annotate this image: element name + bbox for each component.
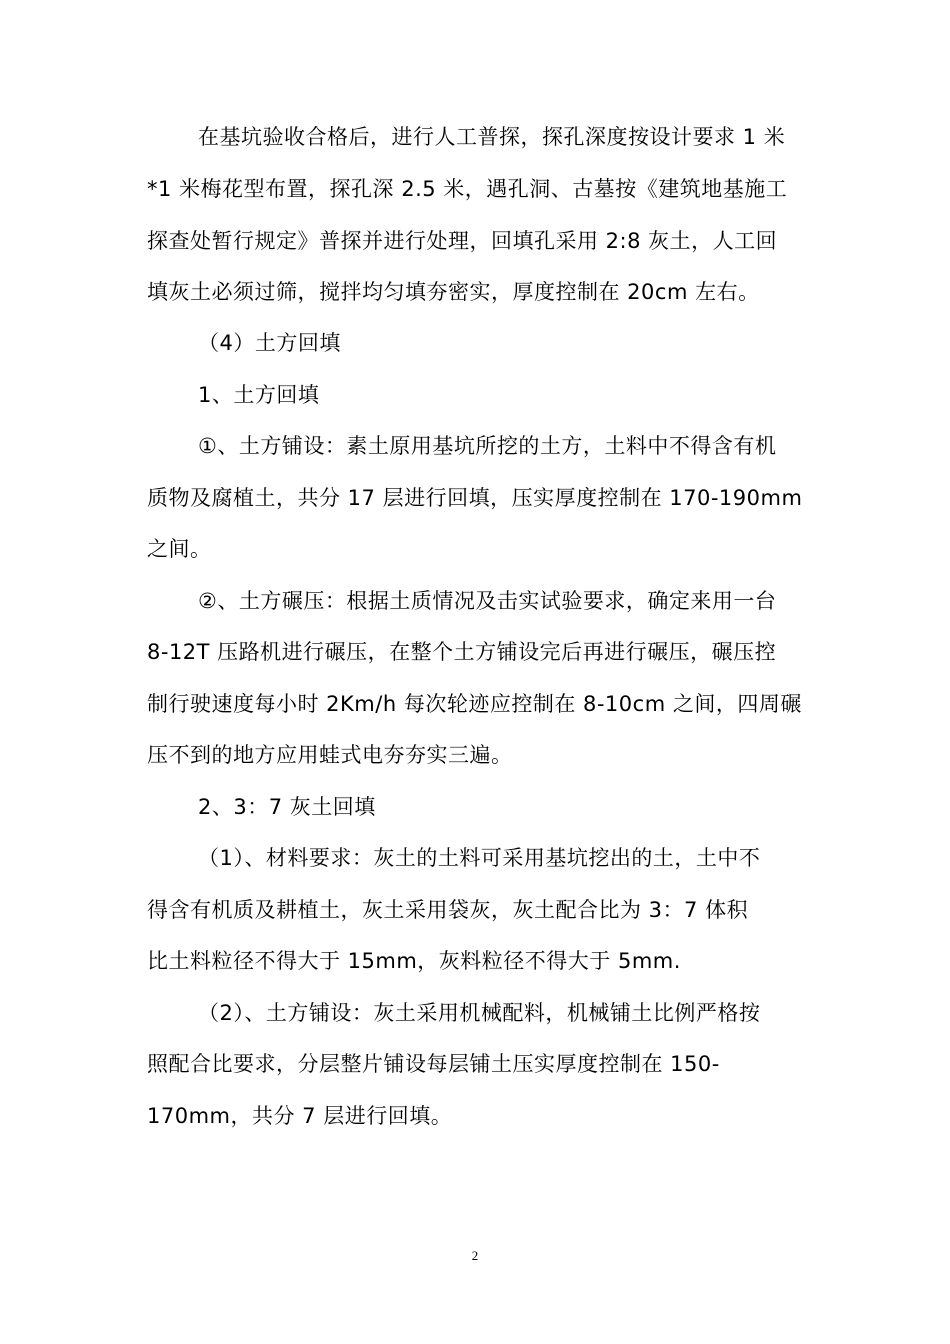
text-line: 探查处暂行规定》普探并进行处理，回填孔采用 2:8 灰土，人工回 xyxy=(147,229,778,253)
text-line: ②、土方碾压：根据土质情况及击实试验要求，确定来用一台 xyxy=(198,589,777,613)
text-line: 填灰土必须过筛，搅拌均匀填夯密实，厚度控制在 20cm 左右。 xyxy=(147,280,760,304)
page-number: 2 xyxy=(471,1248,479,1263)
text-line: （1）、材料要求：灰土的土料可采用基坑挖出的土，土中不 xyxy=(198,846,761,870)
subsection-heading: 2、3：7 灰土回填 xyxy=(198,795,376,819)
text-line: 制行驶速度每小时 2Km/h 每次轮迹应控制在 8-10cm 之间，四周碾 xyxy=(147,692,802,716)
text-line: 质物及腐植土，共分 17 层进行回填，压实厚度控制在 170-190mm xyxy=(147,486,803,510)
text-line: ①、土方铺设：素土原用基坑所挖的土方，土料中不得含有机 xyxy=(198,434,777,458)
text-line: *1 米梅花型布置，探孔深 2.5 米，遇孔洞、古墓按《建筑地基施工 xyxy=(147,177,788,201)
text-line: 压不到的地方应用蛙式电夯夯实三遍。 xyxy=(147,743,513,767)
text-line: 170mm，共分 7 层进行回填。 xyxy=(147,1104,453,1128)
text-line: 比土料粒径不得大于 15mm，灰料粒径不得大于 5mm. xyxy=(147,949,681,973)
subsection-heading: 1、土方回填 xyxy=(198,383,320,407)
text-line: 照配合比要求，分层整片铺设每层铺土压实厚度控制在 150- xyxy=(147,1052,720,1076)
section-heading: （4）土方回填 xyxy=(198,331,341,355)
text-line: （2）、土方铺设：灰土采用机械配料，机械铺土比例严格按 xyxy=(198,1001,761,1025)
text-line: 在基坑验收合格后，进行人工普探，探孔深度按设计要求 1 米 xyxy=(198,125,786,149)
text-line: 得含有机质及耕植土，灰土采用袋灰，灰土配合比为 3：7 体积 xyxy=(147,898,749,922)
text-line: 8-12T 压路机进行碾压，在整个土方铺设完后再进行碾压，碾压控 xyxy=(147,640,777,664)
text-line: 之间。 xyxy=(147,537,212,561)
